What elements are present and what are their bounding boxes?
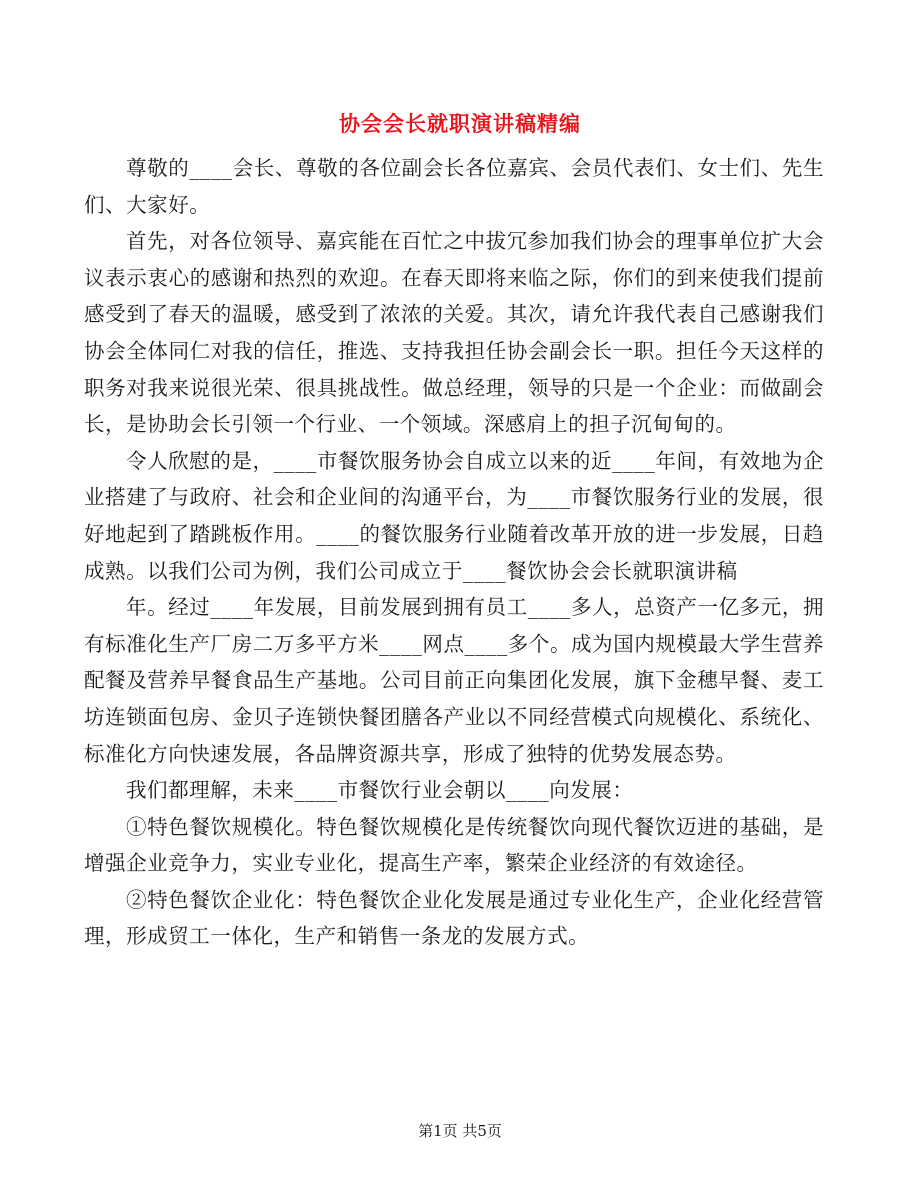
document-body (84, 150, 824, 955)
page-number: 第1页 共5页 (418, 1122, 502, 1140)
paragraph-point-1: ①特色餐饮规模化。特色餐饮规模化是传统餐饮向现代餐饮迈进的基础，是增强企业竞争力，实业专业化，提高生产率，繁荣企业经济的有效途径。 (84, 814, 824, 876)
paragraph-greeting: 尊敬的____会长、尊敬的各位副会长各位嘉宾、会员代表们、女士们、先生们、大家好。 (84, 156, 824, 217)
document-title: 协会会长就职演讲稿精编 (339, 111, 581, 136)
paragraph-thanks: 首先，对各位领导、嘉宾能在百忙之中拔冗参加我们协会的理事单位扩大会议表示衷心的感谢和热烈的欢迎。在春天即将来临之际，你们的到来使我们提前感受到了春天的温暖，感受到了浓浓的关爱。其次，请允许我代表自己感谢我们协会全体同仁对我的信任，推选、支持我担任协会副会长一职。担任今天这样的职务对我来说很光荣、很具挑战性。做总经理，领导的只是一个企业：而做副会长，是协助会长引领一个行业、一个领域。深感肩上的担子沉甸甸的。 (84, 229, 824, 437)
paragraph-point-2: ②特色餐饮企业化：特色餐饮企业化发展是通过专业化生产，企业化经营管理，形成贸工一体化，生产和销售一条龙的发展方式。 (84, 887, 824, 949)
paragraph-association: 令人欣慰的是，____市餐饮服务协会自成立以来的近____年间，有效地为企业搭建了与政府、社会和企业间的沟通平台，为____市餐饮服务行业的发展，很好地起到了踏跳板作用。____的餐饮服务行业随着改革开放的进一步发展，日趋成熟。以我们公司为例，我们公司成立于____餐饮协会会长就职演讲稿 (84, 448, 824, 583)
paragraph-company: 年。经过____年发展，目前发展到拥有员工____多人，总资产一亿多元，拥有标准化生产厂房二万多平方米____网点____多个。成为国内规模最大学生营养配餐及营养早餐食品生产基地。公司目前正向集团化发展，旗下金穗早餐、麦工坊连锁面包房、金贝子连锁快餐团膳各产业以不同经营模式向规模化、系统化、标准化方向快速发展，各品牌资源共享，形成了独特的优势发展态势。 (84, 595, 824, 766)
paragraph-direction: 我们都理解，未来____市餐饮行业会朝以____向发展： (126, 778, 634, 803)
